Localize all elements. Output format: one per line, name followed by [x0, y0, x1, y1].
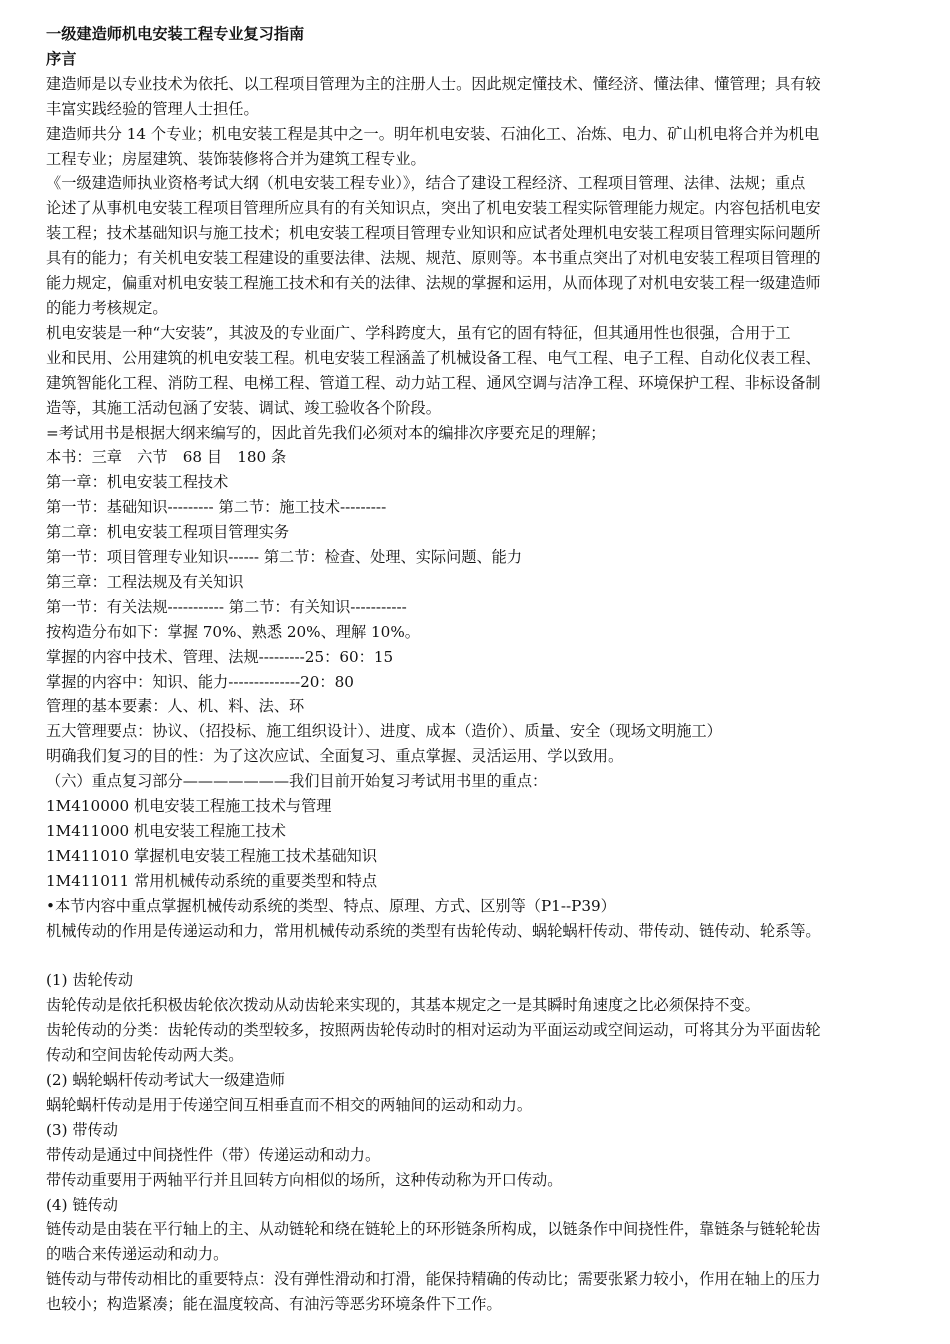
text-line: (3) 带传动: [46, 1120, 118, 1139]
text-line: 掌握的内容中技术、管理、法规---------25：60：15: [46, 647, 394, 666]
preface-heading: 序言: [46, 49, 77, 68]
text-line: 管理的基本要素：人、机、料、法、环: [46, 697, 305, 716]
text-line: 带传动是通过中间挠性件（带）传递运动和动力。: [46, 1145, 381, 1164]
text-line: 1M411010 掌握机电安装工程施工技术基础知识: [46, 846, 378, 865]
text-line: 本书：三章 六节 68 目 180 条: [46, 448, 287, 467]
text-line: 装工程；技术基础知识与施工技术；机电安装工程项目管理专业知识和应试者处理机电安装工程项目管理实际问题所: [46, 224, 821, 243]
text-line: 论述了从事机电安装工程项目管理所应具有的有关知识点，突出了机电安装工程实际管理能力规定。内容包括机电安: [46, 199, 821, 218]
text-line: 齿轮传动的分类：齿轮传动的类型较多，按照两齿轮传动时的相对运动为平面运动或空间运动，可将其分为平面齿轮: [46, 1021, 821, 1040]
text-line: 丰富实践经验的管理人士担任。: [46, 99, 259, 118]
text-line: 机电安装是一种“大安装”，其波及的专业面广、学科跨度大，虽有它的固有特征，但其通用性也很强，合用于工: [46, 323, 791, 342]
text-line: 造等，其施工活动包涵了安装、调试、竣工验收各个阶段。: [46, 398, 441, 417]
text-line: 1M411011 常用机械传动系统的重要类型和特点: [46, 871, 378, 890]
text-line: 掌握的内容中：知识、能力--------------20：80: [46, 672, 354, 691]
text-line: 能力规定，偏重对机电安装工程施工技术和有关的法律、法规的掌握和运用，从而体现了对机电安装工程一级建造师: [46, 274, 821, 293]
text-line: 建造师是以专业技术为依托、以工程项目管理为主的注册人士。因此规定懂技术、懂经济、懂法律、懂管理；具有较: [46, 74, 821, 93]
text-line: 传动和空间齿轮传动两大类。: [46, 1046, 244, 1065]
text-line: (4) 链传动: [46, 1195, 118, 1214]
text-line: 1M410000 机电安装工程施工技术与管理: [46, 797, 332, 816]
text-line: 带传动重要用于两轴平行并且回转方向相似的场所，这种传动称为开口传动。: [46, 1170, 563, 1189]
text-line: 《一级建造师执业资格考试大纲（机电安装工程专业）》，结合了建设工程经济、工程项目管理、法律、法规；重点: [46, 174, 806, 193]
text-line: (1) 齿轮传动: [46, 971, 134, 990]
document-title: 一级建造师机电安装工程专业复习指南: [46, 25, 305, 43]
text-line: 工程专业；房屋建筑、装饰装修将合并为建筑工程专业。: [46, 149, 426, 168]
text-line: （六）重点复习部分———————我们目前开始复习考试用书里的重点：: [46, 772, 548, 791]
text-line: (2) 蜗轮蜗杆传动考试大一级建造师: [46, 1071, 285, 1090]
text-line: 第一节：基础知识--------- 第二节：施工技术---------: [46, 498, 387, 517]
text-line: 按构造分布如下：掌握 70%、熟悉 20%、理解 10%。: [46, 622, 420, 641]
text-line: 五大管理要点：协议、（招投标、施工组织设计）、进度、成本（造价）、质量、安全（现场文明施工）: [46, 722, 722, 741]
text-line: 机械传动的作用是传递运动和力，常用机械传动系统的类型有齿轮传动、蜗轮蜗杆传动、带传动、链传动、轮系等。: [46, 921, 821, 940]
text-line: 也较小；构造紧凑；能在温度较高、有油污等恶劣环境条件下工作。: [46, 1295, 502, 1314]
text-line: 明确我们复习的目的性：为了这次应试、全面复习、重点掌握、灵活运用、学以致用。: [46, 747, 624, 766]
text-line: 第二章：机电安装工程项目管理实务: [46, 523, 289, 542]
text-line: 第三章：工程法规及有关知识: [46, 572, 244, 591]
text-line: •本节内容中重点掌握机械传动系统的类型、特点、原理、方式、区别等（P1--P39）: [46, 896, 616, 915]
text-line: 的能力考核规定。: [46, 298, 168, 317]
text-line: 建造师共分 14 个专业；机电安装工程是其中之一。明年机电安装、石油化工、冶炼、电力、矿山机电将合并为机电: [46, 124, 820, 143]
text-line: 链传动与带传动相比的重要特点：没有弹性滑动和打滑，能保持精确的传动比；需要张紧力较小，作用在轴上的压力: [46, 1270, 821, 1289]
text-line: =考试用书是根据大纲来编写的，因此首先我们必须对本的编排次序要充足的理解；: [46, 423, 606, 442]
text-line: [46, 944, 920, 969]
text-line: 业和民用、公用建筑的机电安装工程。机电安装工程涵盖了机械设备工程、电气工程、电子工程、自动化仪表工程、: [46, 348, 821, 367]
text-line: 具有的能力；有关机电安装工程建设的重要法律、法规、规范、原则等。本书重点突出了对机电安装工程项目管理的: [46, 249, 821, 268]
document-body: [46, 72, 920, 1317]
text-line: 第一节：项目管理专业知识------ 第二节：检查、处理、实际问题、能力: [46, 548, 523, 567]
text-line: 蜗轮蜗杆传动是用于传递空间互相垂直而不相交的两轴间的运动和动力。: [46, 1095, 532, 1114]
text-line: 的啮合来传递运动和动力。: [46, 1245, 229, 1264]
text-line: 第一章：机电安装工程技术: [46, 473, 229, 492]
text-line: 齿轮传动是依托积极齿轮依次拨动从动齿轮来实现的，其基本规定之一是其瞬时角速度之比必须保持不变。: [46, 996, 760, 1015]
text-line: 1M411000 机电安装工程施工技术: [46, 822, 286, 840]
text-line: 建筑智能化工程、消防工程、电梯工程、管道工程、动力站工程、通风空调与洁净工程、环境保护工程、非标设备制: [46, 373, 821, 392]
text-line: 第一节：有关法规----------- 第二节：有关知识-----------: [46, 597, 407, 616]
text-line: 链传动是由装在平行轴上的主、从动链轮和绕在链轮上的环形链条所构成，以链条作中间挠性件，靠链条与链轮轮齿: [46, 1220, 821, 1239]
